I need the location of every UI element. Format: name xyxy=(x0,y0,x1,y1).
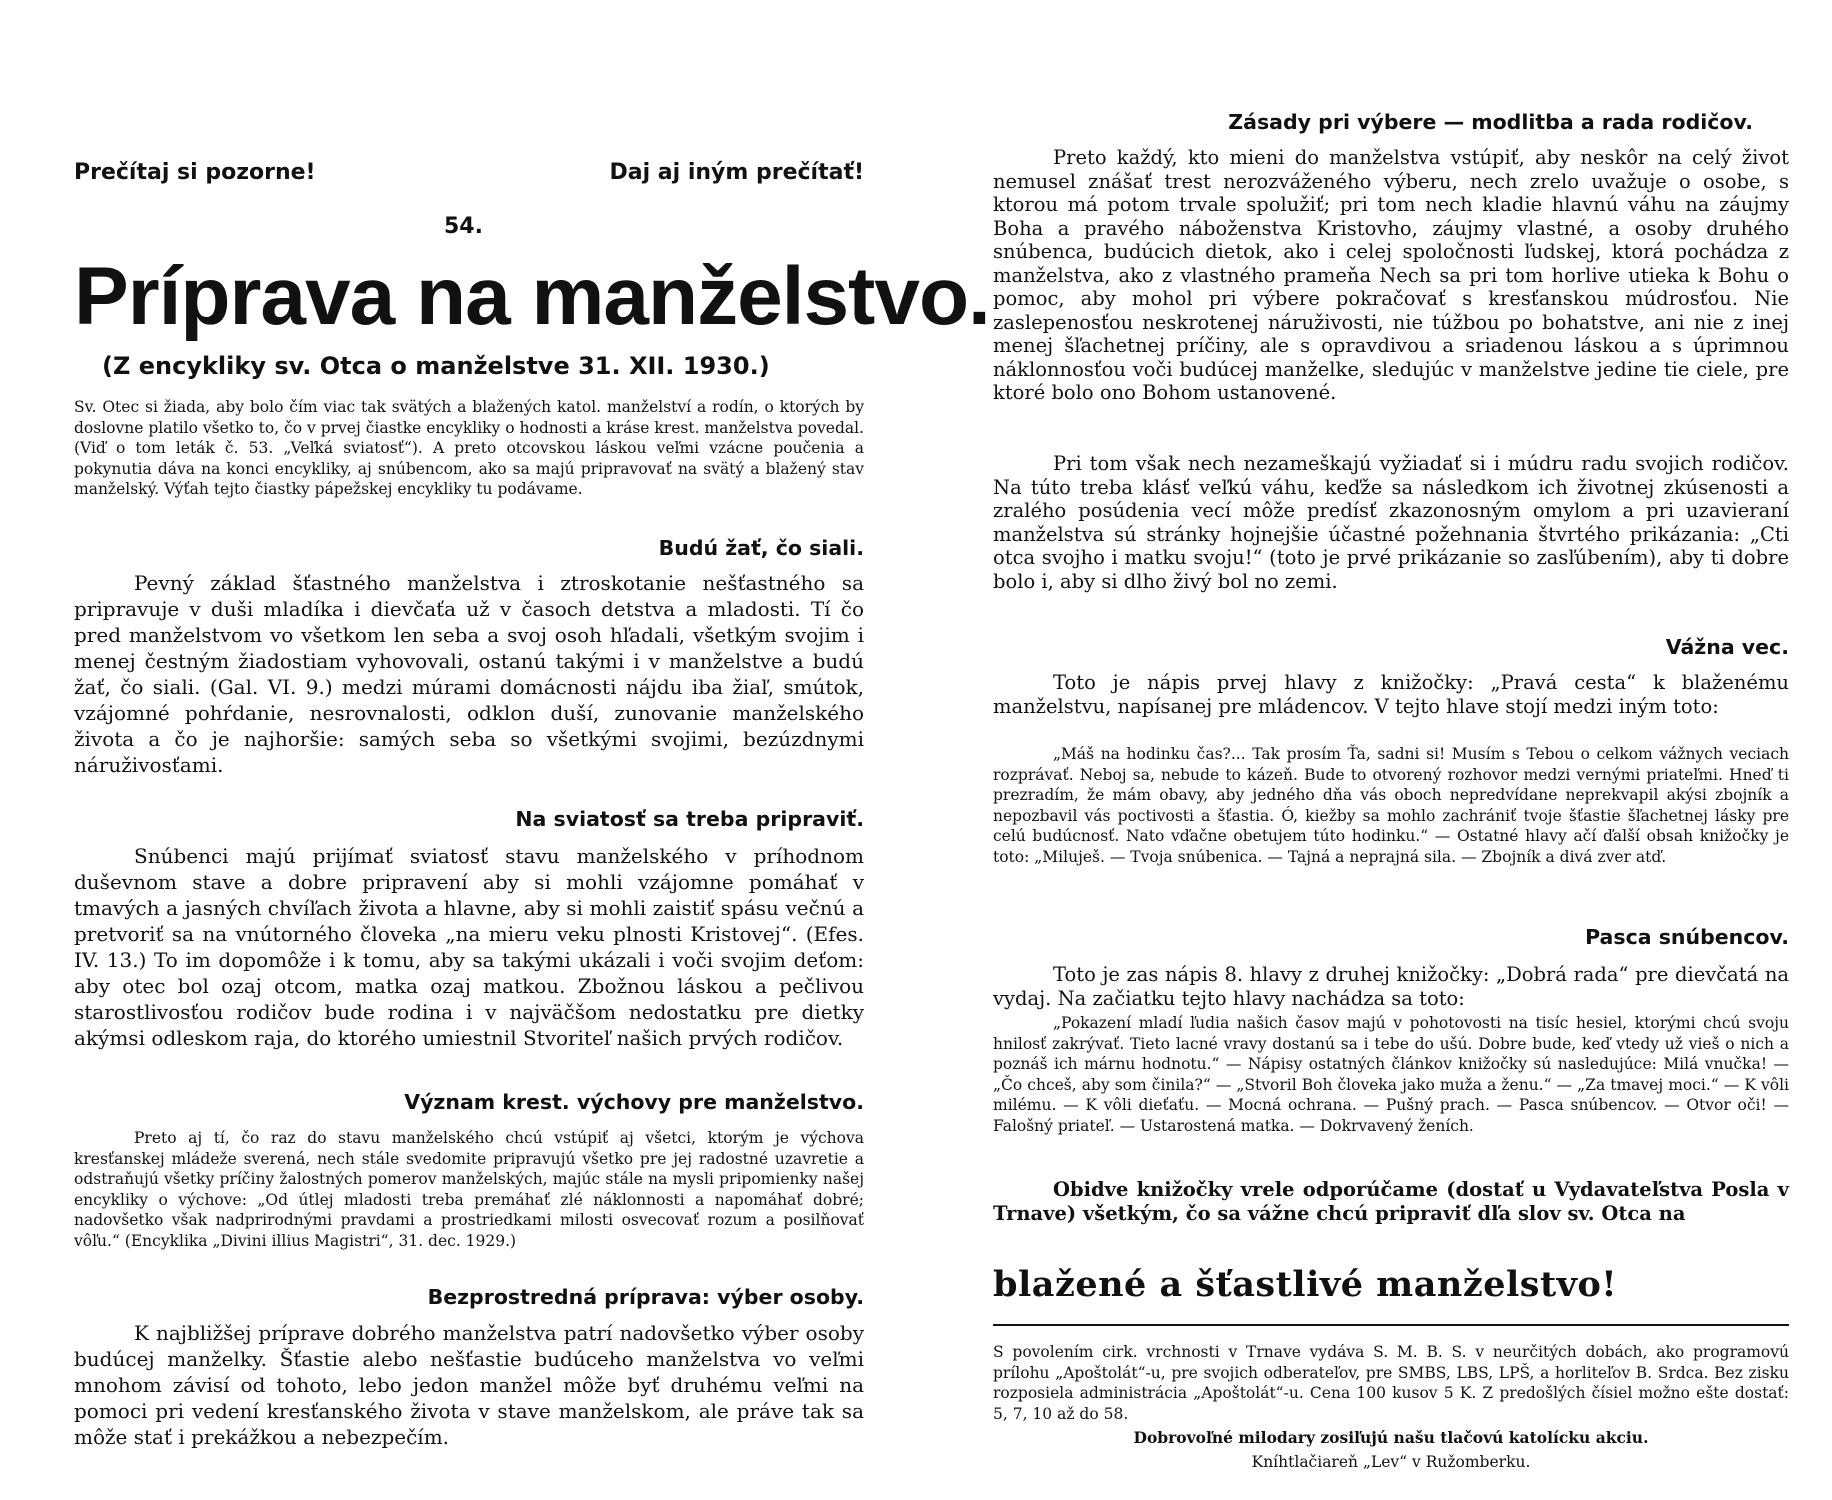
section-heading-r2: Vážna vec. xyxy=(1665,635,1789,659)
header-line xyxy=(74,160,864,185)
donations-line: Dobrovoľné milodary zosiľujú našu tlačovú katolícku akciu. xyxy=(1133,1428,1649,1447)
section-heading-r3: Pasca snúbencov. xyxy=(1585,925,1789,949)
section-text-2: Snúbenci majú prijímať sviatosť stavu manželského v príhodnom duševnom stave a dobre pripravení aby si mohli vzájomne pomáhať v tmavých a jasných chvíľach života a hlavne, aby si mohli zaistiť spásu večnú a pretvoriť sa na vnútorného človeka „na mieru veku plnosti Kristovej“. (Efes. IV. 13.) To im dopomôže i k tomu, aby sa takými ukázali i voči svojim deťom: aby otec bol ozaj otcom, matka ozaj matkou. Zbožnou láskou a pečlivou starostlivosťou rodičov bude rodina i v najväčšom nedostatku pre dietky akýmsi odleskom raja, do ktorého umiestnil Stvoriteľ našich prvých rodičov. xyxy=(74,844,864,1050)
section-heading-4: Bezprostredná príprava: výber osoby. xyxy=(427,1285,864,1309)
section-heading-2: Na sviatosť sa treba pripraviť. xyxy=(515,807,864,831)
subtitle: (Z encykliky sv. Otca o manželstve 31. XII. 1930.) xyxy=(102,352,770,380)
page-title: Príprava na manželstvo. xyxy=(74,251,990,342)
section-text-r1b: Pri tom však nech nezameškajú vyžiadať si i múdru radu svojich rodičov. Na túto treba klásť veľkú váhu, keďže sa následkom ich životnej zkúsenosti a zralého posúdenia vecí môže predísť zkazonosným omylom a pri uzavieraní manželstva sú stránky hojnejšie účastné požehnania štvrtého prikázania: „Cti otca svojho i matku svoju!“ (toto je prvé prikázanie so zasľúbením), aby ti dobre bolo i, aby si dlho živý bol no zemi. xyxy=(993,452,1789,593)
section-text-1: Pevný základ šťastného manželstva i ztroskotanie nešťastného sa pripravuje v duši mladíka i dievčaťa už v časoch detstva a mladosti. Tí čo pred manželstvom vo všetkom len seba a svoj osoh hľadali, všetkým svojim i menej čestným žiadostiam vyhovovali, ostanú takými i v manželstve a budú žať, čo siali. (Gal. VI. 9.) medzi múrami domácnosti nájdu iba žiaľ, smútok, vzájomné pohŕdanie, nesrovnalosti, odklon duší, zunovanie manželského života a čo je najhoršie: samých seba so všetkými svojimi, bezúzdnymi náruživosťami. xyxy=(74,571,864,777)
section-heading-3: Význam krest. výchovy pre manželstvo. xyxy=(404,1090,864,1114)
section-text-r3: Toto je zas nápis 8. hlavy z druhej knižočky: „Dobrá rada“ pre dievčatá na vydaj. Na začiatku tejto hlavy nachádza sa toto: xyxy=(993,963,1789,1010)
recommend-text: Obidve knižočky vrele odporúčame (dostať u Vydavateľstva Posla v Trnave) všetkým, čo sa vážne chcú pripraviť dľa slov sv. Otca na xyxy=(993,1178,1789,1225)
header-left: Prečítaj si pozorne! xyxy=(74,160,316,185)
divider xyxy=(993,1324,1789,1326)
section-heading-r1: Zásady pri výbere — modlitba a rada rodičov. xyxy=(1228,110,1753,134)
intro-paragraph: Sv. Otec si žiada, aby bolo čím viac tak svätých a blažených katol. manželství a rodín, o ktorých by doslovne platilo všetko to, čo v prvej čiastke encykliky o hodnosti a kráse krest. manželstva povedal. (Viď o tom leták č. 53. „Veľká sviatosť“). A preto otcovskou láskou veľmi vzácne poučenia a pokynutia dáva na konci encykliky, aj snúbencom, ako sa majú pripravovať na svätý a blažený stav manželský. Výťah tejto čiastky pápežskej encykliky tu podávame. xyxy=(74,398,864,498)
section-text-r2: Toto je nápis prvej hlavy z knižočky: „Pravá cesta“ k blaženému manželstvu, napísanej pre mládencov. V tejto hlave stojí medzi iným toto: xyxy=(993,671,1789,718)
header-right: Daj aj iným prečítať! xyxy=(609,160,864,185)
imprint: S povolením cirk. vrchnosti v Trnave vydáva S. M. B. S. v neurčitých dobách, ako programovú prílohu „Apoštolát“-u, pre svojich odberateľov, pre SMBS, LBS, LPŠ, a horliteľov B. Srdca. Bez zisku rozposiela administrácia „Apoštolát“-u. Cena 100 kusov 5 K. Z predošlých čísiel možno ešte dostať: 5, 7, 10 až do 58. xyxy=(993,1343,1789,1423)
quote-r3: „Pokazení mladí ľudia našich časov majú v pohotovosti na tisíc hesiel, ktorými chcú svoju hnilosť zakrývať. Tieto lacné vravy dostanú sa i tebe do ušú. Dobre bude, keď vtedy už vieš o nich a poznáš ich márnu hodnotu.“ — Nápisy ostatných článkov knižočky sú nasledujúce: Milá vnučka! — „Čo chceš, aby som činila?“ — „Stvoril Boh človeka jako muža a ženu.“ — „Za tmavej moci.“ — K vôli milému. — K vôli dieťaťu. — Mocná ochrana. — Pušný prach. — Pasca snúbencov. — Otvor oči! — Falošný priateľ. — Ustarostená matka. — Dokrvavený ženích. xyxy=(993,1014,1789,1135)
quote-r2: „Máš na hodinku čas?... Tak prosím Ťa, sadni si! Musím s Tebou o celkom vážnych veciach rozprávať. Neboj sa, nebude to kázeň. Bude to otvorený rozhovor medzi vernými priateľmi. Hneď ti prezradím, že mám obavy, aby jedného dňa vás oboch nepredvídane neprekvapil akýsi zbojník a nepozbavil vás poctivosti a šťastia. Ó, kiežby sa mohlo zachrániť tvoje šťastie šľachetnej lásky pre celú budúcnosť. Nato vďačne obetujem túto hodinku.“ — Ostatné hlavy ačí ďalší obsah knižočky je toto: „Miluješ. — Tvoja snúbenica. — Tajná a neprajná sila. — Zbojník a divá zver atď. xyxy=(993,745,1789,866)
issue-number: 54. xyxy=(444,214,483,239)
printer-line: Kníhtlačiareň „Lev“ v Ružomberku. xyxy=(1251,1453,1531,1471)
section-text-r1: Preto každý, kto mieni do manželstva vstúpiť, aby neskôr na celý život nemusel znášať trest nerozváženého výberu, nech zrelo uvažuje o osobe, s ktorou má potom trvale spolužiť; pri tom nech kladie hlavnú váhu na záujmy Boha a pravého náboženstva Kristovho, záujmy vlastné, a osoby druhého snúbenca, budúcich dietok, ako i celej spoločnosti ľudskej, ktorá pochádza z manželstva, ako z vlastného prameňa Nech sa pri tom horlive utieka k Bohu o pomoc, aby mohol pri výbere pokračovať s kresťanskou múdrosťou. Nie zaslepenosťou neskrotenej náruživosti, nie túžbou po bohatstve, ani nie z inej menej šľachetnej príčiny, ale s opravdivou a sriadenou láskou a s úprimnou náklonnosťou voči budúcej manželke, sledujúc v manželstve jedine tie ciele, pre ktoré bolo ono Bohom ustanovené. xyxy=(993,146,1789,404)
slogan: blažené a šťastlivé manželstvo! xyxy=(993,1264,1618,1305)
section-heading-1: Budú žať, čo siali. xyxy=(658,536,864,560)
section-text-4: K najbližšej príprave dobrého manželstva patrí nadovšetko výber osoby budúcej manželky. Šťastie alebo nešťastie budúceho manželstva vo veľmi mnohom závisí od tohoto, lebo jedon manžel môže byť druhému veľmi na pomoci pri vedení kresťanského života v stave manželskom, ale práve tak sa môže stať i prekážkou a nebezpečím. xyxy=(74,1321,864,1449)
section-text-3: Preto aj tí, čo raz do stavu manželského chcú vstúpiť aj všetci, ktorým je výchova kresťanskej mládeže sverená, nech stále svedomite pripravujú všetko pre jej radostné uzavretie a odstraňujú všetky príčiny žalostných pomerov manželských, majúc stále na mysli pripomienky našej encykliky o výchove: „Od útlej mladosti treba premáhať zlé náklonnosti a napomáhať dobré; nadovšetko však nadprirodnými pravdami a prostriedkami milosti osvecovať rozum a posilňovať vôľu.“ (Encyklika „Divini illius Magistri“, 31. dec. 1929.) xyxy=(74,1129,864,1250)
